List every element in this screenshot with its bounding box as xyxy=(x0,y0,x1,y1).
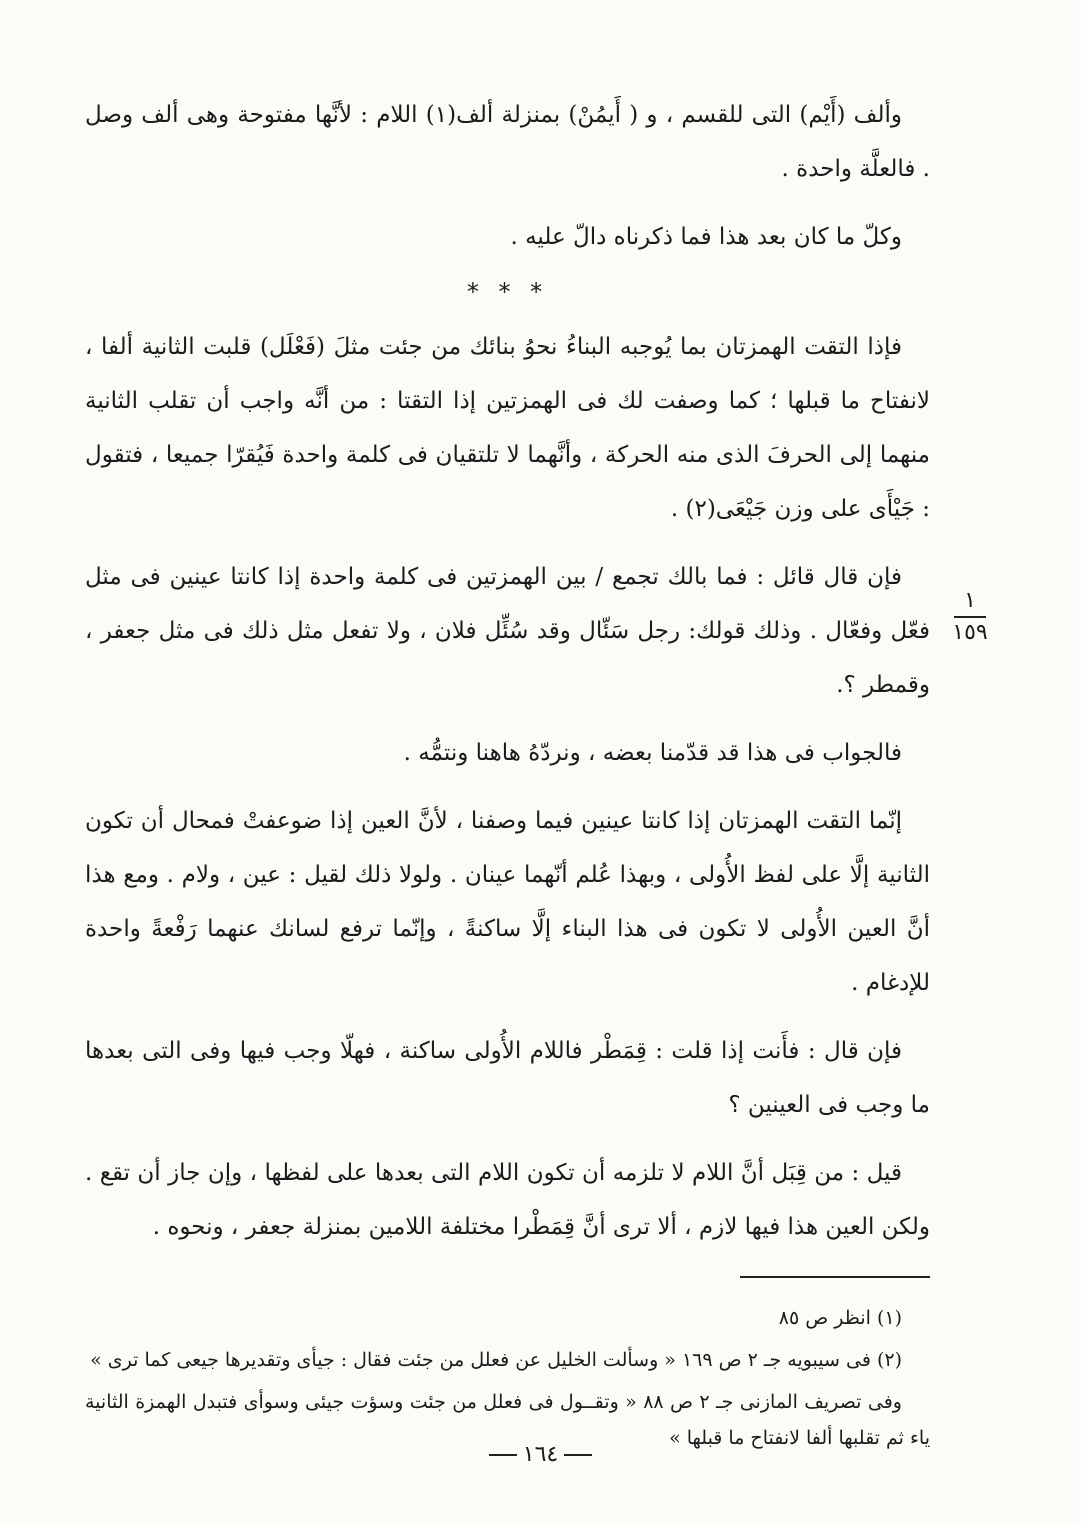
page-number-row xyxy=(0,1442,1081,1467)
footnote-1: (١) انظر ص ٨٥ xyxy=(778,1307,902,1329)
paragraph-hamzatan: فإذا التقت الهمزتان بما يُوجبه البناءُ نحوُ بنائك من جئت مثلَ (فَعْلَل) قلبت الثانية ألفا ، لانفتاح ما قبلها ؛ كما وصفت لك فى الهمزتين إذا التقتا : من أنَّه واجب أن تقلب الثانية منهما إلى الحرفَ الذى منه الحركة ، وأنَّهما لا تلتقيان فى كلمة واحدة فَيُقرّا جميعا ، فتقول : جَيْأَى على وزن جَيْعَى(٢) . xyxy=(85,334,930,522)
paragraph-reply: قيل : من قِبَل أنَّ اللام لا تلزمه أن تكون اللام التى بعدها على لفظها ، وإن جاز أن تقع . ولكن العين هذا فيها لازم ، ألا ترى أنَّ قِمَطْرا مختلفة اللامين بمنزلة جعفر ، ونحوه . xyxy=(85,1160,930,1240)
footnote-2: (٢) فى سيبويه جـ ٢ ص ١٦٩ « وسألت الخليل عن فعلل من جئت فقال : جيأى وتقديرها جيعى كما ترى » xyxy=(90,1349,902,1371)
footnote-2-continued: وفى تصريف المازنى جـ ٢ ص ٨٨ « وتقــول فى فعلل من جئت وسؤت جيئى وسوأى فتبدل الهمزة الثانية ياء ثم تقلبها ألفا لانفتاح ما قبلها » xyxy=(85,1391,930,1449)
paragraph-qimatr: فإن قال : فأَنت إذا قلت : قِمَطْر فاللام الأُولى ساكنة ، فهلّا وجب فيها وفى التى بعدها ما وجب فى العينين ؟ xyxy=(85,1038,930,1118)
margin-ref-bar xyxy=(954,616,986,618)
page-number-dash-right xyxy=(564,1454,592,1456)
paragraph-question: فإن قال قائل : فما بالك تجمع / بين الهمزتين فى كلمة واحدة إذا كانتا عينين فى مثل فعّل وفعّال . وذلك قولك: رجل سَئّال وقد سُئِّل فلان ، ولا تفعل مثل ذلك فى مثل جعفر ، وقمطر ؟. xyxy=(85,564,930,698)
margin-reference xyxy=(945,588,995,646)
paragraph-kull-ma: وكلّ ما كان بعد هذا فما ذكرناه دالّ عليه . xyxy=(510,224,902,250)
page-number-dash-left xyxy=(489,1454,517,1456)
page-body xyxy=(85,88,930,1462)
margin-ref-bottom: ١٥٩ xyxy=(952,620,988,645)
footnote-divider xyxy=(740,1276,930,1278)
paragraph-answer: فالجواب فى هذا قد قدّمنا بعضه ، ونردّهُ هاهنا ونتمُّه . xyxy=(403,740,902,766)
page-number: ١٦٤ xyxy=(522,1442,559,1467)
section-separator: * * * xyxy=(466,278,549,306)
paragraph-explanation: إنّما التقت الهمزتان إذا كانتا عينين فيما وصفنا ، لأنَّ العين إذا ضوعفتْ فمحال أن تكون الثانية إلَّا على لفظ الأُولى ، وبهذا عُلم أنّهما عينان . ولولا ذلك لقيل : عين ، ولام . ومع هذا أنَّ العين الأُولى لا تكون فى هذا البناء إلَّا ساكنةً ، وإنّما ترفع لسانك عنهما رَفْعةً واحدة للإدغام . xyxy=(85,808,930,996)
margin-ref-top: ١ xyxy=(964,588,976,613)
paragraph-alif-aym: وألف (أَيْم) التى للقسم ، و ( أَيمُنْ) بمنزلة ألف(١) اللام : لأنَّها مفتوحة وهى ألف وصل . فالعلَّة واحدة . xyxy=(85,102,930,182)
